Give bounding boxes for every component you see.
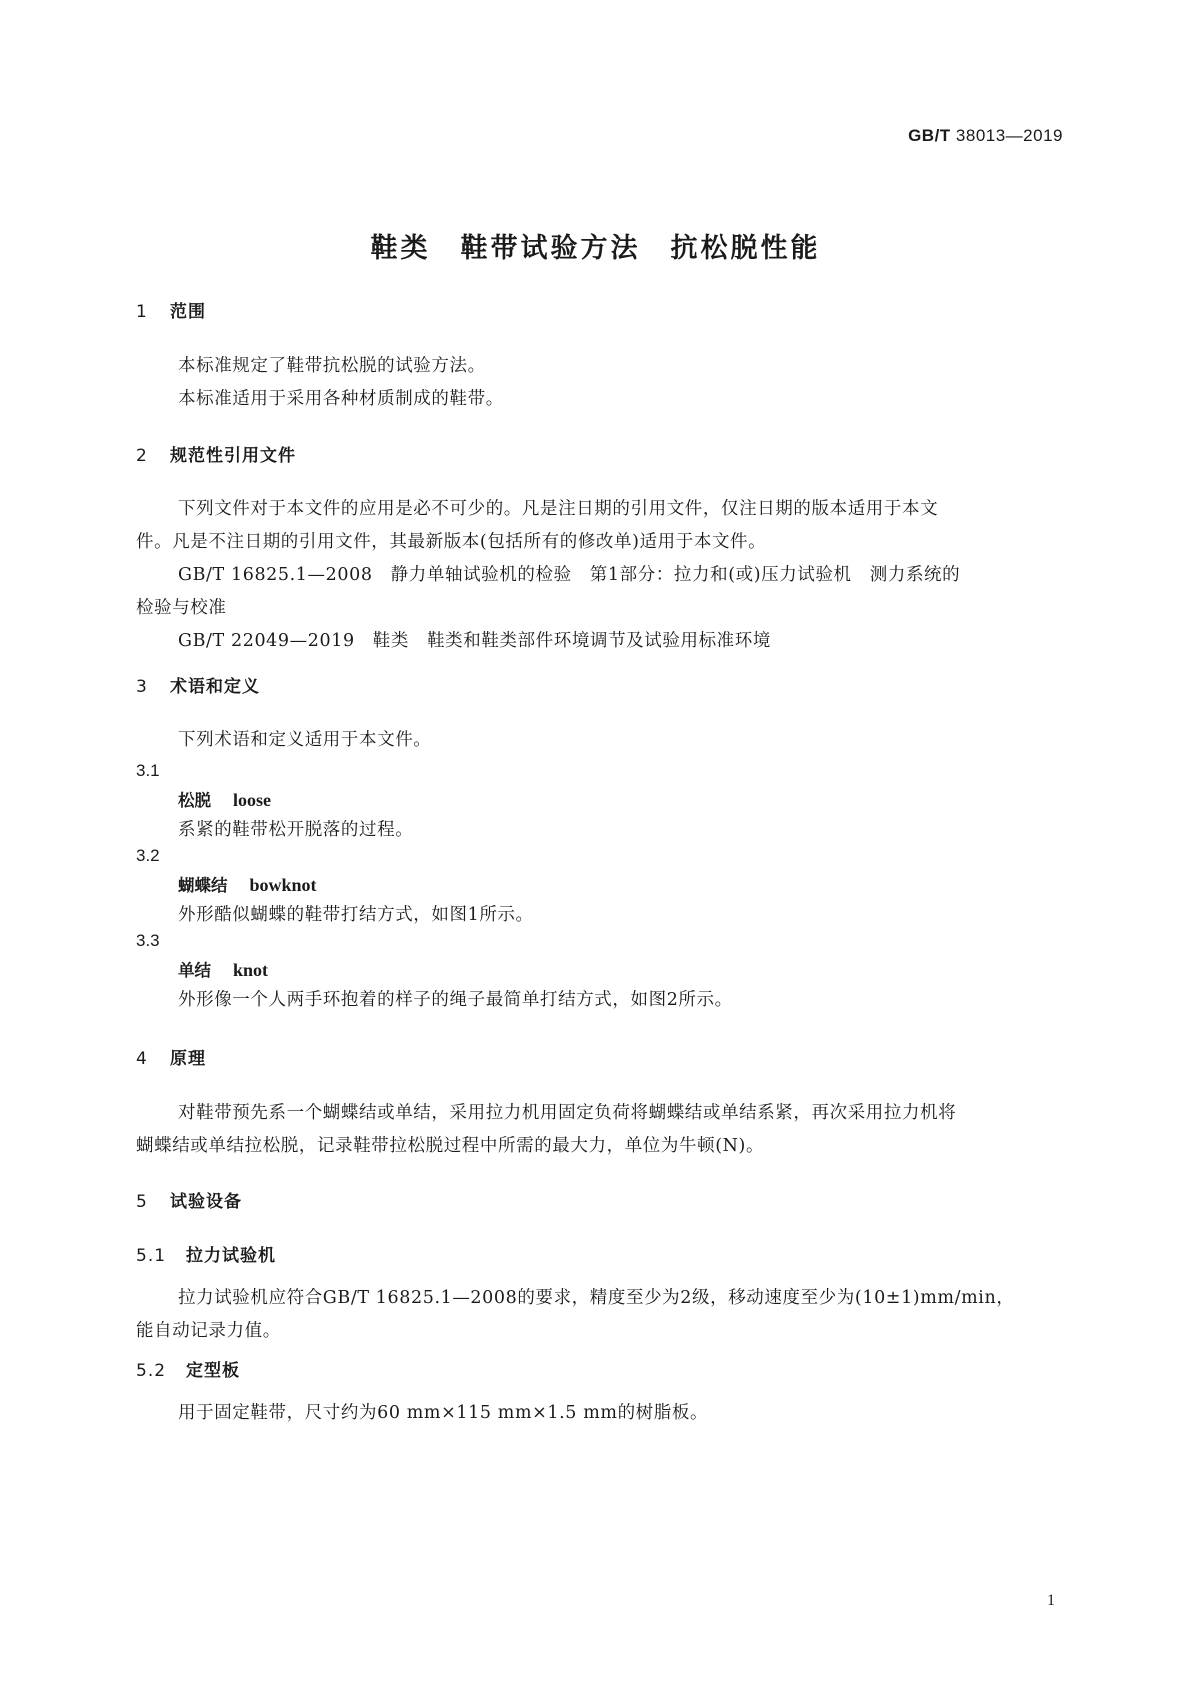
section-title: 试验设备 xyxy=(170,1192,242,1212)
paragraph: 下列术语和定义适用于本文件。 xyxy=(178,730,432,750)
subsection-number: 5.2 xyxy=(136,1361,167,1381)
section-number: 1 xyxy=(136,302,148,322)
subsection-5-2-heading xyxy=(136,1356,240,1381)
term-definition: 外形像一个人两手环抱着的样子的绳子最简单打结方式，如图2所示。 xyxy=(178,990,733,1010)
section-4-body xyxy=(136,1097,1061,1163)
paragraph-line: 对鞋带预先系一个蝴蝶结或单结，采用拉力机用固定负荷将蝴蝶结或单结系紧，再次采用拉力机将 xyxy=(178,1103,957,1123)
page-number: 1 xyxy=(1047,1592,1055,1609)
term-name xyxy=(178,787,271,811)
subsection-5-2-body xyxy=(136,1397,1061,1430)
term-zh: 蝴蝶结 xyxy=(178,876,228,895)
term-number: 3.2 xyxy=(136,846,160,865)
section-title: 规范性引用文件 xyxy=(170,446,296,466)
standard-year: 38013—2019 xyxy=(955,126,1063,145)
section-number: 5 xyxy=(136,1192,148,1212)
reference-line: GB/T 22049—2019 鞋类 鞋类和鞋类部件环境调节及试验用标准环境 xyxy=(178,631,771,651)
term-name xyxy=(178,957,268,981)
subsection-number: 5.1 xyxy=(136,1246,167,1266)
standard-number xyxy=(908,126,1063,146)
paragraph-line: 拉力试验机应符合GB/T 16825.1—2008的要求，精度至少为2级，移动速度至少为(10±1)mm/min， xyxy=(178,1288,1015,1308)
section-1-body xyxy=(136,350,1061,416)
section-title: 范围 xyxy=(170,302,206,322)
paragraph-line: 蝴蝶结或单结拉松脱，记录鞋带拉松脱过程中所需的最大力，单位为牛顿(N)。 xyxy=(136,1136,765,1156)
subsection-title: 拉力试验机 xyxy=(186,1246,276,1266)
section-number: 2 xyxy=(136,446,148,466)
term-number: 3.1 xyxy=(136,761,160,780)
section-2-body xyxy=(136,493,1061,658)
subsection-title: 定型板 xyxy=(186,1361,240,1381)
term-zh: 单结 xyxy=(178,961,211,980)
standard-code: GB/T xyxy=(908,126,951,145)
subsection-5-1-body xyxy=(136,1282,1061,1348)
section-2-heading xyxy=(136,441,296,466)
paragraph-line: 能自动记录力值。 xyxy=(136,1321,281,1341)
section-4-heading xyxy=(136,1044,206,1069)
term-definition: 外形酷似蝴蝶的鞋带打结方式，如图1所示。 xyxy=(178,905,534,925)
term-en: loose xyxy=(233,790,271,810)
reference-line: 检验与校准 xyxy=(136,598,227,618)
section-3-intro xyxy=(136,724,1061,757)
paragraph: 本标准适用于采用各种材质制成的鞋带。 xyxy=(178,389,504,409)
term-name xyxy=(178,872,317,896)
subsection-5-1-heading xyxy=(136,1241,276,1266)
section-3-heading xyxy=(136,672,260,697)
paragraph: 用于固定鞋带，尺寸约为60 mm×115 mm×1.5 mm的树脂板。 xyxy=(178,1403,709,1423)
section-1-heading xyxy=(136,297,206,322)
paragraph: 本标准规定了鞋带抗松脱的试验方法。 xyxy=(178,356,486,376)
term-definition: 系紧的鞋带松开脱落的过程。 xyxy=(178,820,414,840)
term-en: knot xyxy=(233,960,269,980)
document-title: 鞋类 鞋带试验方法 抗松脱性能 xyxy=(370,233,821,264)
paragraph-line: 件。凡是不注日期的引用文件，其最新版本(包括所有的修改单)适用于本文件。 xyxy=(136,532,767,552)
section-5-heading xyxy=(136,1187,242,1212)
term-zh: 松脱 xyxy=(178,791,211,810)
section-number: 3 xyxy=(136,677,148,697)
term-en: bowknot xyxy=(249,875,317,895)
section-title: 术语和定义 xyxy=(170,677,260,697)
paragraph-line: 下列文件对于本文件的应用是必不可少的。凡是注日期的引用文件，仅注日期的版本适用于本文 xyxy=(178,499,939,519)
section-number: 4 xyxy=(136,1049,148,1069)
term-number: 3.3 xyxy=(136,931,160,950)
reference-line: GB/T 16825.1—2008 静力单轴试验机的检验 第1部分：拉力和(或)压力试验机 测力系统的 xyxy=(178,565,961,585)
section-title: 原理 xyxy=(170,1049,206,1069)
